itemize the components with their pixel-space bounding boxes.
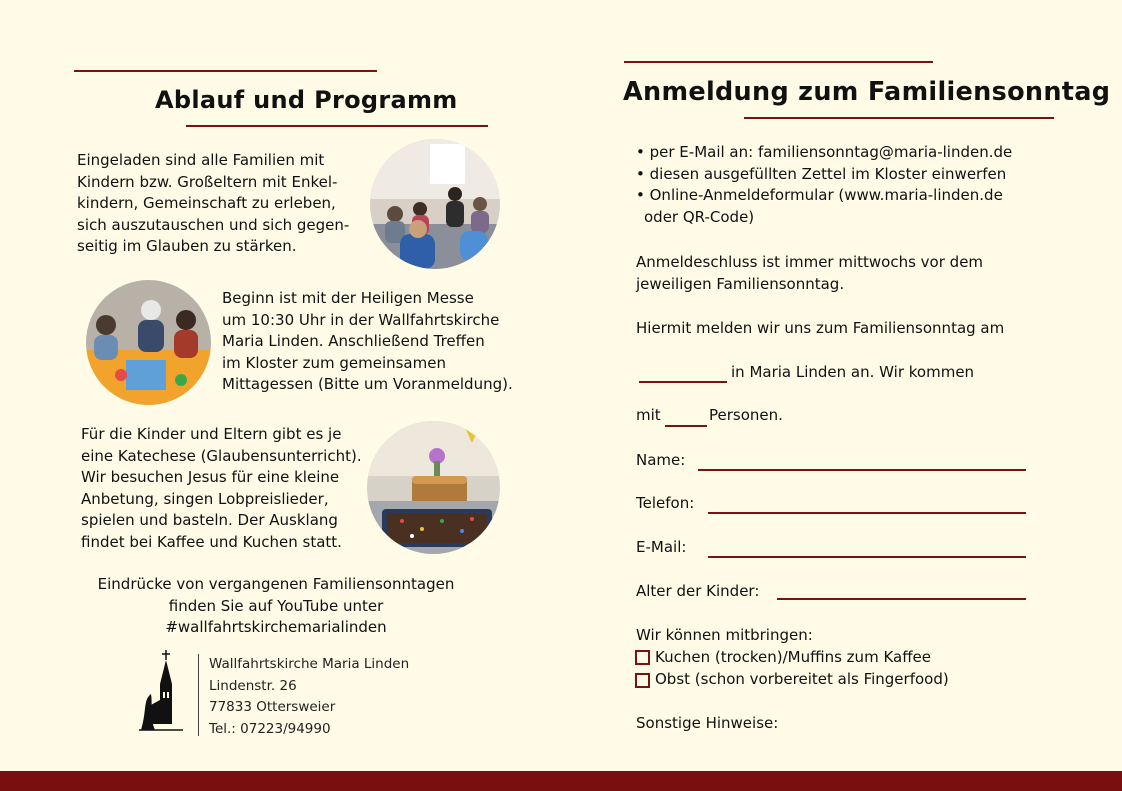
children-age-field[interactable]	[777, 598, 1026, 600]
list-item: • per E-Mail an: familiensonntag@maria-linden.de	[636, 143, 1013, 161]
text-line: Eindrücke von vergangenen Familiensonntagen	[97, 575, 455, 593]
list-item: • diesen ausgefüllten Zettel im Kloster einwerfen	[636, 164, 1007, 183]
catechesis-paragraph	[81, 424, 362, 554]
location-text: in Maria Linden an. Wir kommen	[731, 363, 975, 381]
list-item: • Online-Anmeldeformular (www.maria-linden.de	[636, 186, 1003, 205]
text-line: Eingeladen sind alle Familien mit	[77, 151, 325, 169]
telefon-label: Telefon:	[636, 494, 695, 512]
notes-label: Sonstige Hinweise:	[636, 714, 779, 732]
address-block	[209, 654, 409, 740]
address-divider	[198, 654, 199, 736]
cake-checkbox[interactable]	[635, 650, 650, 665]
text-line: Anmeldeschluss ist immer mittwochs vor dem	[636, 253, 984, 271]
fruit-checkbox[interactable]	[635, 673, 650, 688]
program-title: Ablauf und Programm	[155, 86, 458, 114]
bring-label: Wir können mitbringen:	[636, 626, 813, 644]
city: 77833 Ottersweier	[209, 699, 336, 715]
telefon-field[interactable]	[708, 512, 1026, 514]
mass-paragraph	[222, 288, 513, 396]
text-line: kindern, Gemeinschaft zu erleben,	[77, 194, 336, 213]
date-field[interactable]	[639, 381, 727, 383]
text-line: finden Sie auf YouTube unter	[168, 596, 384, 615]
persons-count-field[interactable]	[665, 425, 707, 427]
text-line: im Kloster zum gemeinsamen	[222, 353, 446, 372]
registration-title: Anmeldung zum Familiensonntag	[623, 77, 1111, 107]
text-line: um 10:30 Uhr in der Wallfahrtskirche	[222, 310, 500, 329]
register-statement: Hiermit melden wir uns zum Familiensonntag am	[636, 319, 1005, 337]
deadline-paragraph	[636, 252, 983, 295]
fruit-option-label: Obst (schon vorbereitet als Fingerfood)	[655, 670, 949, 688]
list-item-continuation: oder QR-Code)	[644, 207, 755, 226]
youtube-paragraph	[76, 574, 476, 639]
text-line: Maria Linden. Anschließend Treffen	[222, 332, 485, 351]
photo-family-circle	[370, 139, 500, 269]
title-rule-top-left	[74, 70, 377, 72]
email-label: E-Mail:	[636, 538, 687, 556]
invitation-paragraph	[77, 150, 349, 258]
text-line: Mittagessen (Bitte um Voranmeldung).	[222, 375, 513, 394]
name-field[interactable]	[698, 469, 1026, 471]
text-line: spielen und basteln. Der Ausklang	[81, 511, 338, 530]
children-age-label: Alter der Kinder:	[636, 582, 760, 600]
text-line: sich auszutauschen und sich gegen-	[77, 215, 350, 234]
registration-options-list	[636, 142, 1012, 228]
title-rule-top-right	[624, 61, 933, 63]
text-line: eine Katechese (Glaubensunterricht).	[81, 446, 362, 465]
text-line: jeweiligen Familiensonntag.	[636, 274, 845, 293]
title-rule-bottom-left	[186, 125, 488, 127]
text-line: Wir besuchen Jesus für eine kleine	[81, 468, 340, 487]
text-line: findet bei Kaffee und Kuchen statt.	[81, 532, 342, 551]
title-rule-bottom-right	[744, 117, 1054, 119]
phone: Tel.: 07223/94990	[209, 720, 331, 737]
text-line: seitig im Glauben zu stärken.	[77, 237, 297, 256]
church-name: Wallfahrtskirche Maria Linden	[209, 656, 410, 672]
email-field[interactable]	[708, 556, 1026, 558]
text-line: Kindern bzw. Großeltern mit Enkel-	[77, 172, 338, 191]
bottom-bar	[0, 771, 1122, 791]
church-logo	[139, 650, 183, 736]
photo-cake-circle	[367, 421, 500, 554]
persons-label: Personen.	[709, 406, 783, 424]
text-line: Für die Kinder und Eltern gibt es je	[81, 425, 342, 443]
text-line: Beginn ist mit der Heiligen Messe	[222, 289, 474, 307]
mit-label: mit	[636, 406, 661, 424]
hashtag-text: #wallfahrtskirchemarialinden	[165, 618, 387, 637]
name-label: Name:	[636, 451, 686, 469]
photo-crafting-circle	[86, 280, 211, 405]
cake-option-label: Kuchen (trocken)/Muffins zum Kaffee	[655, 648, 931, 666]
street: Lindenstr. 26	[209, 677, 297, 694]
text-line: Anbetung, singen Lobpreislieder,	[81, 489, 329, 508]
